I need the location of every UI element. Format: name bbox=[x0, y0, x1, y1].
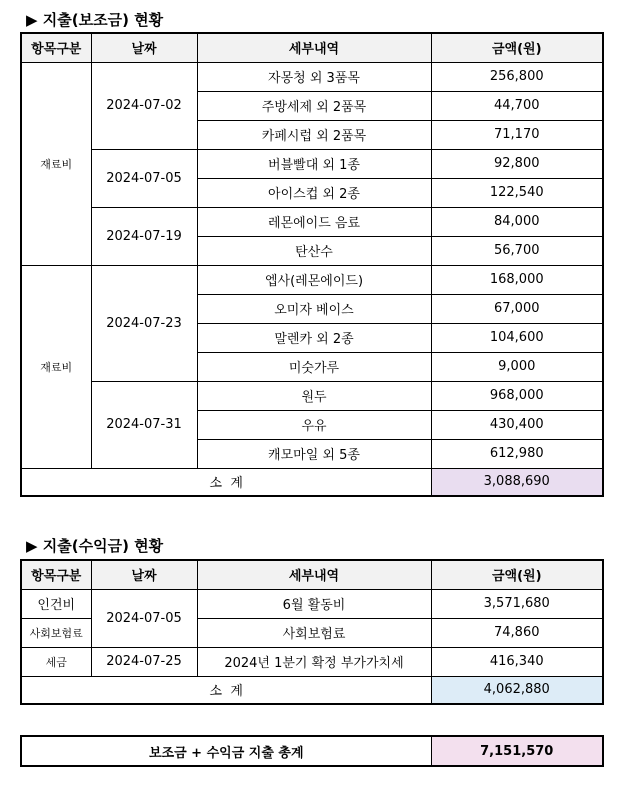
date-cell: 2024-07-19 bbox=[91, 207, 197, 265]
table-row bbox=[21, 381, 603, 410]
date-cell: 2024-07-23 bbox=[91, 265, 197, 381]
subtotal-amount: 4,062,880 bbox=[431, 676, 603, 704]
subtotal-row bbox=[21, 676, 603, 704]
details-cell: 원두 bbox=[197, 381, 431, 410]
header-amount: 금액(원) bbox=[431, 560, 603, 589]
subtotal-amount: 3,088,690 bbox=[431, 468, 603, 496]
subsidy-expense-table bbox=[20, 32, 604, 497]
amount-cell: 74,860 bbox=[431, 618, 603, 647]
table-row bbox=[21, 62, 603, 91]
details-cell: 2024년 1분기 확정 부가가치세 bbox=[197, 647, 431, 676]
details-cell: 말렌카 외 2종 bbox=[197, 323, 431, 352]
table-row bbox=[21, 589, 603, 618]
amount-cell: 968,000 bbox=[431, 381, 603, 410]
date-cell: 2024-07-05 bbox=[91, 589, 197, 647]
date-cell: 2024-07-02 bbox=[91, 62, 197, 149]
details-cell: 레몬에이드 음료 bbox=[197, 207, 431, 236]
header-amount: 금액(원) bbox=[431, 33, 603, 62]
details-cell: 자몽청 외 3품목 bbox=[197, 62, 431, 91]
amount-cell: 56,700 bbox=[431, 236, 603, 265]
header-details: 세부내역 bbox=[197, 33, 431, 62]
table-row bbox=[21, 207, 603, 236]
date-cell: 2024-07-25 bbox=[91, 647, 197, 676]
details-cell: 엡사(레몬에이드) bbox=[197, 265, 431, 294]
header-date: 날짜 bbox=[91, 33, 197, 62]
amount-cell: 612,980 bbox=[431, 439, 603, 468]
subtotal-label: 소 계 bbox=[21, 468, 431, 496]
header-details: 세부내역 bbox=[197, 560, 431, 589]
details-cell: 주방세제 외 2품목 bbox=[197, 91, 431, 120]
amount-cell: 122,540 bbox=[431, 178, 603, 207]
details-cell: 카페시럽 외 2품목 bbox=[197, 120, 431, 149]
details-cell: 아이스컵 외 2종 bbox=[197, 178, 431, 207]
subtotal-label: 소 계 bbox=[21, 676, 431, 704]
grand-total-amount: 7,151,570 bbox=[431, 736, 603, 766]
date-cell: 2024-07-05 bbox=[91, 149, 197, 207]
header-category: 항목구분 bbox=[21, 560, 91, 589]
category-cell: 재료비 bbox=[21, 265, 91, 468]
amount-cell: 256,800 bbox=[431, 62, 603, 91]
category-cell: 사회보험료 bbox=[21, 618, 91, 647]
amount-cell: 71,170 bbox=[431, 120, 603, 149]
amount-cell: 416,340 bbox=[431, 647, 603, 676]
details-cell: 우유 bbox=[197, 410, 431, 439]
category-cell: 세금 bbox=[21, 647, 91, 676]
grand-total-table bbox=[20, 735, 604, 767]
amount-cell: 168,000 bbox=[431, 265, 603, 294]
date-cell: 2024-07-31 bbox=[91, 381, 197, 468]
category-cell: 인건비 bbox=[21, 589, 91, 618]
revenue-expense-table bbox=[20, 559, 604, 705]
amount-cell: 430,400 bbox=[431, 410, 603, 439]
amount-cell: 92,800 bbox=[431, 149, 603, 178]
table-row bbox=[21, 149, 603, 178]
details-cell: 6월 활동비 bbox=[197, 589, 431, 618]
subtotal-row bbox=[21, 468, 603, 496]
amount-cell: 67,000 bbox=[431, 294, 603, 323]
table-row bbox=[21, 265, 603, 294]
details-cell: 버블빨대 외 1종 bbox=[197, 149, 431, 178]
header-date: 날짜 bbox=[91, 560, 197, 589]
header-category: 항목구분 bbox=[21, 33, 91, 62]
category-cell: 재료비 bbox=[21, 62, 91, 265]
section2-title: ▶ 지출(수익금) 현황 bbox=[26, 537, 164, 555]
amount-cell: 104,600 bbox=[431, 323, 603, 352]
grand-total-label: 보조금 + 수익금 지출 총계 bbox=[21, 736, 431, 766]
section1-title: ▶ 지출(보조금) 현황 bbox=[26, 11, 164, 29]
details-cell: 오미자 베이스 bbox=[197, 294, 431, 323]
amount-cell: 3,571,680 bbox=[431, 589, 603, 618]
details-cell: 탄산수 bbox=[197, 236, 431, 265]
amount-cell: 9,000 bbox=[431, 352, 603, 381]
details-cell: 캐모마일 외 5종 bbox=[197, 439, 431, 468]
amount-cell: 84,000 bbox=[431, 207, 603, 236]
details-cell: 미숫가루 bbox=[197, 352, 431, 381]
table-row bbox=[21, 647, 603, 676]
details-cell: 사회보험료 bbox=[197, 618, 431, 647]
amount-cell: 44,700 bbox=[431, 91, 603, 120]
